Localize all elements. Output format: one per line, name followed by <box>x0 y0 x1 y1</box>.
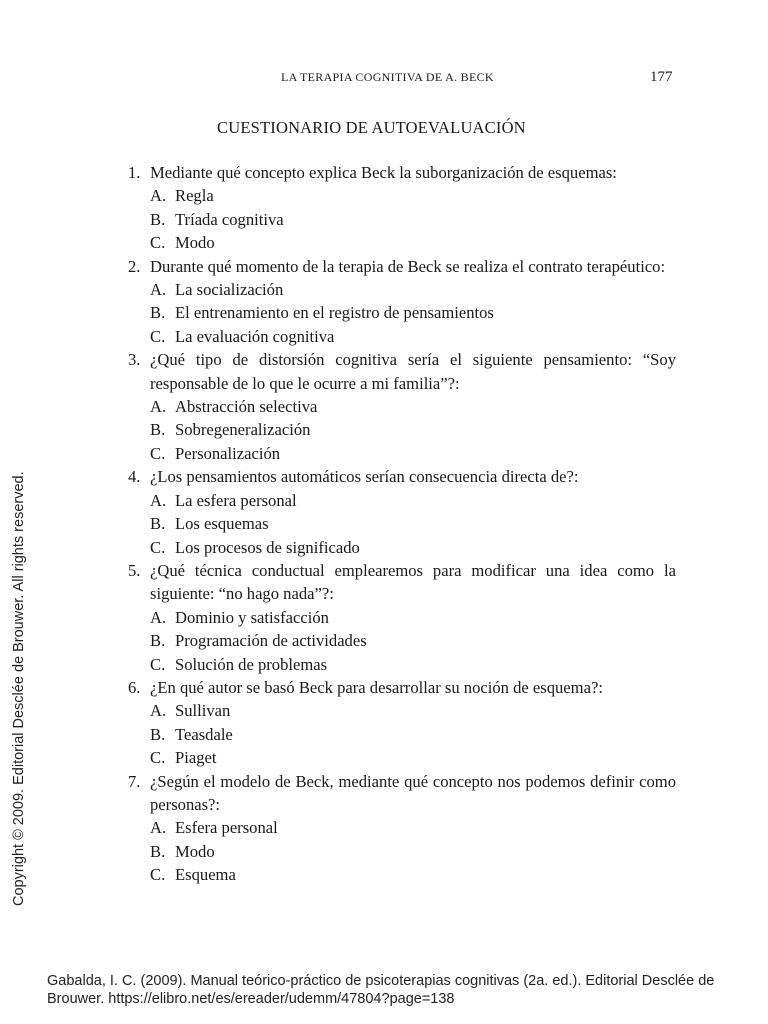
option-text: Teasdale <box>175 724 233 744</box>
question-text: ¿Qué técnica conductual emplearemos para modificar una idea como la siguiente: “no hago nada”?: <box>150 560 676 604</box>
question-text: ¿Según el modelo de Beck, mediante qué concepto nos podemos definir como personas?: <box>150 771 676 814</box>
question-number: 1. <box>128 163 141 182</box>
question-text: ¿En qué autor se basó Beck para desarrollar su noción de esquema?: <box>150 677 603 697</box>
option <box>150 301 676 324</box>
option-letter: C. <box>150 326 166 346</box>
option-letter: C. <box>150 865 166 885</box>
option <box>150 629 676 652</box>
question-7 <box>128 770 676 887</box>
option-text: Solución de problemas <box>175 654 328 674</box>
option-text: Abstracción selectiva <box>175 397 318 417</box>
option <box>150 816 676 839</box>
option-text: Los esquemas <box>175 514 269 534</box>
option <box>150 723 676 746</box>
option <box>150 442 676 465</box>
option-letter: A. <box>150 701 167 721</box>
option-text: El entrenamiento en el registro de pensamientos <box>175 303 494 323</box>
question-text: Mediante qué concepto explica Beck la suborganización de esquemas: <box>150 163 617 182</box>
option-letter: C. <box>150 443 166 463</box>
option <box>150 653 676 676</box>
option-text: La esfera personal <box>175 490 297 510</box>
option-text: La evaluación cognitiva <box>175 326 335 346</box>
option <box>150 325 676 348</box>
option <box>150 699 676 722</box>
source-citation: Gabalda, I. C. (2009). Manual teórico-práctico de psicoterapias cognitivas (2a. ed.). Editorial Desclée de Brouwer. https://elibro.net/es/ereader/udemm/47804?page=138 <box>47 973 715 1007</box>
option-text: Modo <box>175 841 215 861</box>
copyright-notice: Copyright © 2009. Editorial Desclée de Brouwer. All rights reserved. <box>11 471 27 906</box>
question-3 <box>128 348 676 465</box>
option-list <box>150 606 676 676</box>
question-number: 5. <box>128 560 141 580</box>
option <box>150 536 676 559</box>
option-letter: A. <box>150 186 167 206</box>
option <box>150 746 676 769</box>
question-text: ¿Qué tipo de distorsión cognitiva sería el siguiente pensamiento: “Soy responsable de lo que le ocurre a mi familia”?: <box>150 350 676 393</box>
option-letter: A. <box>150 397 167 417</box>
question-6 <box>128 676 676 770</box>
option-text: Sullivan <box>175 701 231 721</box>
option-list <box>150 816 676 886</box>
page-title: CUESTIONARIO DE AUTOEVALUACIÓN <box>217 118 526 137</box>
option-text: Tríada cognitiva <box>175 209 284 229</box>
option <box>150 512 676 535</box>
option-letter: A. <box>150 280 167 300</box>
option <box>150 184 676 207</box>
option-text: Sobregeneralización <box>175 420 311 440</box>
option-list <box>150 184 676 254</box>
option-text: Programación de actividades <box>175 631 367 651</box>
option-letter: B. <box>150 514 166 534</box>
question-number: 6. <box>128 677 141 697</box>
option-letter: B. <box>150 420 166 440</box>
option-text: Dominio y satisfacción <box>175 607 329 627</box>
option-letter: B. <box>150 724 166 744</box>
option-list <box>150 489 676 559</box>
page-number: 177 <box>650 69 673 85</box>
running-header: LA TERAPIA COGNITIVA DE A. BECK <box>281 70 494 84</box>
question-number: 4. <box>128 467 141 487</box>
question-4 <box>128 465 676 559</box>
option <box>150 278 676 301</box>
option <box>150 863 676 886</box>
option-text: Esquema <box>175 865 236 885</box>
option <box>150 606 676 629</box>
option-text: Personalización <box>175 443 281 463</box>
option-letter: B. <box>150 841 166 861</box>
option <box>150 395 676 418</box>
question-2 <box>128 255 676 349</box>
option-text: Modo <box>175 233 215 253</box>
option-list <box>150 395 676 465</box>
question-5 <box>128 559 676 676</box>
question-number: 2. <box>128 256 141 276</box>
option-text: La socialización <box>175 280 284 300</box>
question-number: 7. <box>128 771 141 791</box>
option <box>150 418 676 441</box>
option-letter: A. <box>150 607 167 627</box>
option-letter: A. <box>150 818 167 838</box>
option-letter: B. <box>150 631 166 651</box>
question-1 <box>128 161 676 255</box>
option-letter: C. <box>150 748 166 768</box>
question-text: ¿Los pensamientos automáticos serían consecuencia directa de?: <box>150 467 579 487</box>
option-letter: B. <box>150 303 166 323</box>
option-letter: A. <box>150 490 167 510</box>
option-text: Los procesos de significado <box>175 537 360 557</box>
option <box>150 231 676 254</box>
option-list <box>150 699 676 769</box>
option-letter: C. <box>150 233 166 253</box>
option-letter: C. <box>150 654 166 674</box>
option <box>150 208 676 231</box>
option-list <box>150 278 676 348</box>
option-letter: B. <box>150 209 166 229</box>
option-letter: C. <box>150 537 166 557</box>
option-text: Piaget <box>175 748 217 768</box>
option-text: Regla <box>175 186 214 206</box>
option <box>150 840 676 863</box>
option-text: Esfera personal <box>175 818 278 838</box>
option <box>150 489 676 512</box>
question-text: Durante qué momento de la terapia de Beck se realiza el contrato terapéutico: <box>150 256 666 276</box>
question-number: 3. <box>128 350 141 370</box>
questionnaire <box>128 161 676 887</box>
